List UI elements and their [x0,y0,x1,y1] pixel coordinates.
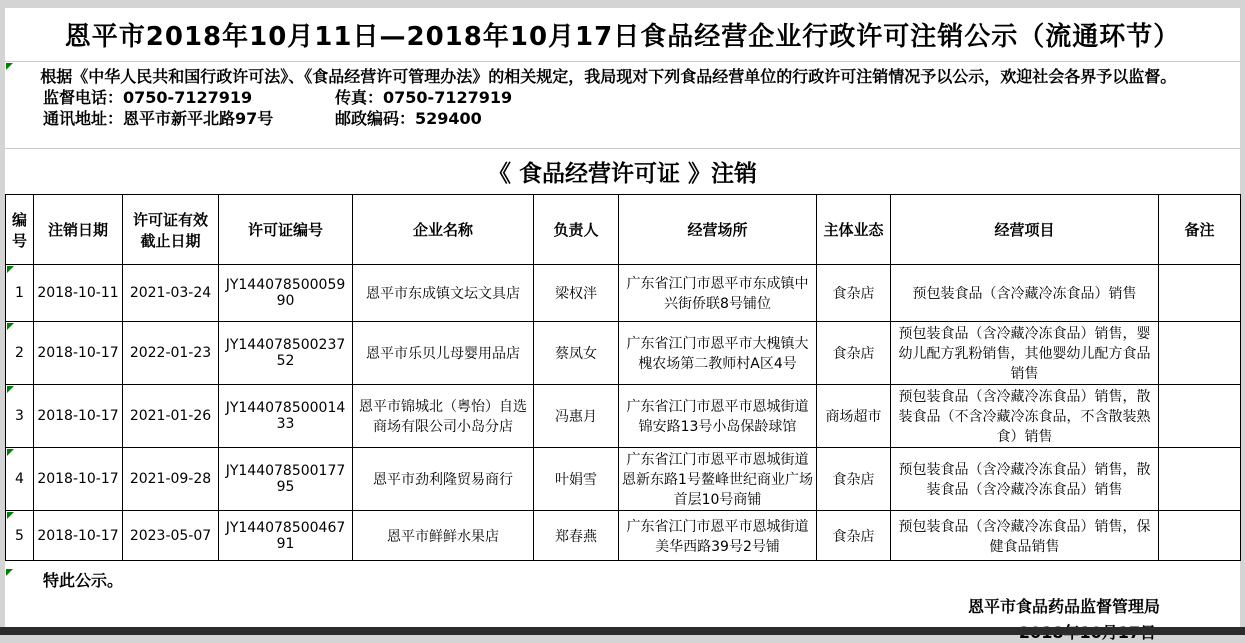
table-cell[interactable]: JY14407850005990 [219,265,353,322]
table-cell[interactable]: 恩平市劲利隆贸易商行 [353,448,534,511]
header-business-scope[interactable]: 经营项目 [891,195,1159,265]
fax-label: 传真： [335,88,384,107]
table-cell[interactable]: 预包装食品（含冷藏冷冻食品）销售，婴幼儿配方乳粉销售，其他婴幼儿配方食品销售 [891,322,1159,385]
contact-row-1 [43,87,1240,108]
table-cell[interactable]: 蔡凤女 [534,322,619,385]
bottom-edge-bar [0,627,1245,635]
phone-line [43,87,335,108]
table-cell[interactable] [1159,511,1241,561]
table-cell[interactable]: 广东省江门市恩平市恩城街道美华西路39号2号铺 [619,511,817,561]
table-row [6,265,1241,322]
table-body [6,265,1241,561]
contact-row-2 [43,108,1240,129]
table-cell[interactable]: 广东省江门市恩平市东成镇中兴街侨联8号铺位 [619,265,817,322]
table-row [6,385,1241,448]
table-cell[interactable]: 4 [6,448,34,511]
header-remarks[interactable]: 备注 [1159,195,1241,265]
table-cell[interactable]: 2018-10-11 [34,265,123,322]
license-cancellation-table [5,194,1241,561]
table-cell[interactable]: 梁权泮 [534,265,619,322]
table-cell[interactable]: 5 [6,511,34,561]
postcode-value: 529400 [415,109,482,128]
closing-statement: 特此公示。 [43,571,124,590]
header-business-type[interactable]: 主体业态 [817,195,891,265]
postcode-line [335,108,482,129]
table-cell[interactable]: 食杂店 [817,511,891,561]
phone-label: 监督电话： [43,88,124,107]
header-company-name[interactable]: 企业名称 [353,195,534,265]
address-line [43,108,335,129]
table-cell[interactable]: 商场超市 [817,385,891,448]
subtitle-block [5,149,1240,194]
table-cell[interactable]: 2018-10-17 [34,448,123,511]
table-cell[interactable]: 2021-09-28 [123,448,219,511]
table-cell[interactable]: 1 [6,265,34,322]
table-cell[interactable] [1159,448,1241,511]
table-cell[interactable]: 广东省江门市恩平市恩城街道恩新东路1号鳌峰世纪商业广场首层10号商铺 [619,448,817,511]
table-cell[interactable]: 食杂店 [817,265,891,322]
notice-sheet [5,8,1240,627]
table-header-row [6,195,1241,265]
table-cell[interactable]: 郑春燕 [534,511,619,561]
table-cell[interactable]: 预包装食品（含冷藏冷冻食品）销售 [891,265,1159,322]
header-index[interactable]: 编号 [6,195,34,265]
header-license-expiry[interactable]: 许可证有效截止日期 [123,195,219,265]
table-cell[interactable]: 3 [6,385,34,448]
table-cell[interactable]: 2018-10-17 [34,385,123,448]
table-cell[interactable]: 冯惠月 [534,385,619,448]
address-value: 恩平市新平北路97号 [123,109,274,128]
postcode-label: 邮政编码： [335,109,416,128]
fax-line [335,87,512,108]
header-cancel-date[interactable]: 注销日期 [34,195,123,265]
table-row [6,511,1241,561]
table-cell[interactable] [1159,265,1241,322]
table-cell[interactable]: 食杂店 [817,322,891,385]
table-cell[interactable]: 广东省江门市恩平市恩城街道锦安路13号小岛保龄球馆 [619,385,817,448]
table-cell[interactable]: JY14407850046791 [219,511,353,561]
table-cell[interactable]: JY14407850017795 [219,448,353,511]
header-business-address[interactable]: 经营场所 [619,195,817,265]
table-cell[interactable] [1159,322,1241,385]
title-block [5,8,1240,62]
table-cell[interactable]: 预包装食品（含冷藏冷冻食品）销售，散装食品（不含冷藏冷冻食品，不含散装熟食）销售 [891,385,1159,448]
table-cell[interactable]: 广东省江门市恩平市大槐镇大槐农场第二教师村A区4号 [619,322,817,385]
intro-block [5,62,1240,149]
table-cell[interactable]: 恩平市东成镇文坛文具店 [353,265,534,322]
page-title: 恩平市2018年10月11日—2018年10月17日食品经营企业行政许可注销公示（流通环节） [64,22,1181,52]
table-cell[interactable]: 恩平市乐贝儿母婴用品店 [353,322,534,385]
intro-paragraph: 根据《中华人民共和国行政许可法》、《食品经营许可管理办法》的相关规定，我局现对下列食品经营单位的行政许可注销情况予以公示，欢迎社会各界予以监督。 [40,67,1177,86]
fax-value: 0750-7127919 [383,88,513,107]
table-cell[interactable]: 恩平市鲜鲜水果店 [353,511,534,561]
table-row [6,322,1241,385]
issuing-agency: 恩平市食品药品监督管理局 [967,597,1160,616]
table-cell[interactable]: 2 [6,322,34,385]
table-cell[interactable]: 2021-03-24 [123,265,219,322]
table-cell[interactable]: 预包装食品（含冷藏冷冻食品）销售，散装食品（含冷藏冷冻食品）销售 [891,448,1159,511]
table-cell[interactable]: 2021-01-26 [123,385,219,448]
phone-value: 0750-7127919 [123,88,253,107]
table-cell[interactable]: JY14407850001433 [219,385,353,448]
table-cell[interactable]: 预包装食品（含冷藏冷冻食品）销售，保健食品销售 [891,511,1159,561]
table-cell[interactable] [1159,385,1241,448]
table-cell[interactable]: 2022-01-23 [123,322,219,385]
table-cell[interactable]: 食杂店 [817,448,891,511]
header-person-in-charge[interactable]: 负责人 [534,195,619,265]
table-cell[interactable]: 2018-10-17 [34,511,123,561]
table-cell[interactable]: 2018-10-17 [34,322,123,385]
table-cell[interactable]: 恩平市锦城北（粤怡）自选商场有限公司小岛分店 [353,385,534,448]
section-subtitle: 《 食品经营许可证 》注销 [487,161,757,187]
table-cell[interactable]: 叶娟雪 [534,448,619,511]
table-cell[interactable]: JY14407850023752 [219,322,353,385]
table-cell[interactable]: 2023-05-07 [123,511,219,561]
header-license-number[interactable]: 许可证编号 [219,195,353,265]
table-row [6,448,1241,511]
address-label: 通讯地址： [43,109,124,128]
